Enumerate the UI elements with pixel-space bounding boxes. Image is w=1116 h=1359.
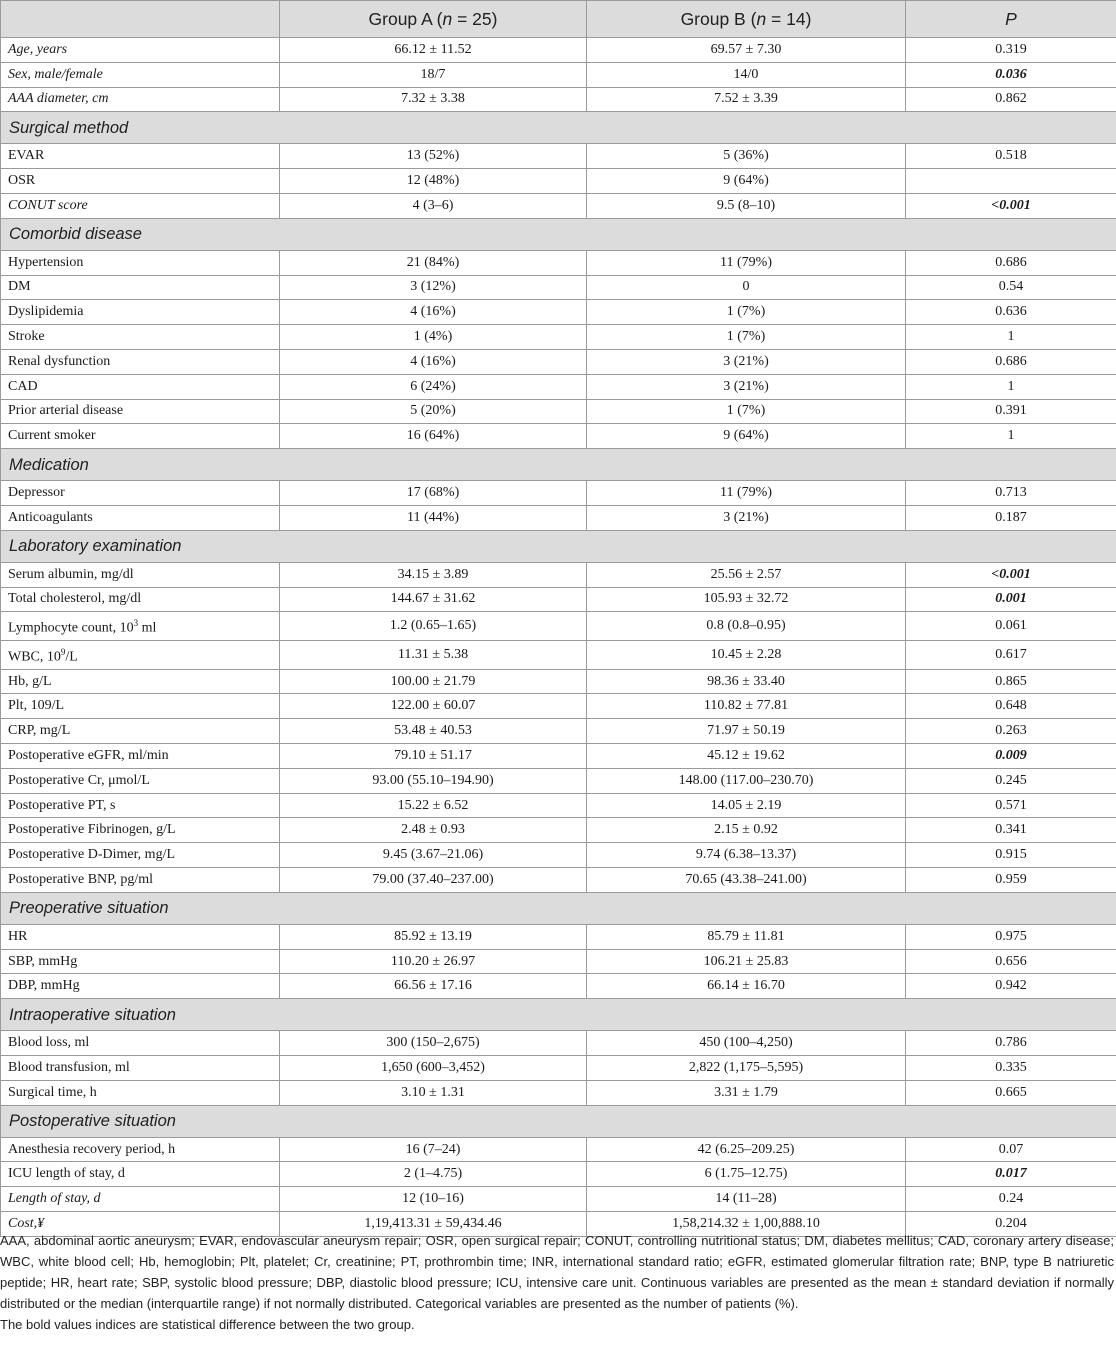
- p-value: 0.648: [906, 694, 1116, 719]
- group-b-value: 14.05 ± 2.19: [587, 793, 906, 818]
- group-b-value: 105.93 ± 32.72: [587, 587, 906, 612]
- table-row: [1, 818, 1116, 843]
- group-a-value: 3 (12%): [280, 275, 587, 300]
- row-label: ICU length of stay, d: [1, 1162, 280, 1187]
- row-label: Sex, male/female: [1, 62, 280, 87]
- group-a-value: 93.00 (55.10–194.90): [280, 768, 587, 793]
- table-row: [1, 144, 1116, 169]
- p-value: 0.865: [906, 669, 1116, 694]
- table-row: [1, 300, 1116, 325]
- footnote-bold-note: The bold values indices are statistical difference between the two group.: [0, 1317, 415, 1332]
- table-row: [1, 424, 1116, 449]
- group-a-value: 6 (24%): [280, 374, 587, 399]
- group-b-value: 1 (7%): [587, 300, 906, 325]
- group-a-value: 4 (16%): [280, 300, 587, 325]
- header-p-value: P: [906, 1, 1116, 38]
- header-group-a: [280, 1, 587, 38]
- group-b-value: 3 (21%): [587, 374, 906, 399]
- table-row: [1, 275, 1116, 300]
- table-row: [1, 843, 1116, 868]
- table-row: [1, 669, 1116, 694]
- group-b-value: 6 (1.75–12.75): [587, 1162, 906, 1187]
- table-row: [1, 719, 1116, 744]
- group-b-value: 3.31 ± 1.79: [587, 1080, 906, 1105]
- table-row: [1, 349, 1116, 374]
- row-label: Cost,¥: [1, 1212, 280, 1237]
- p-value: 0.862: [906, 87, 1116, 112]
- row-label: Dyslipidemia: [1, 300, 280, 325]
- p-value: 0.636: [906, 300, 1116, 325]
- table-row: [1, 924, 1116, 949]
- table-row: [1, 641, 1116, 670]
- row-label: CAD: [1, 374, 280, 399]
- p-value: 1: [906, 424, 1116, 449]
- group-b-value: 9.74 (6.38–13.37): [587, 843, 906, 868]
- group-b-value: 25.56 ± 2.57: [587, 562, 906, 587]
- table-row: [1, 325, 1116, 350]
- header-empty-cell: [1, 1, 280, 38]
- row-label: Prior arterial disease: [1, 399, 280, 424]
- section-title: Surgical method: [1, 112, 1116, 144]
- group-a-value: 1,650 (600–3,452): [280, 1056, 587, 1081]
- group-a-value: 122.00 ± 60.07: [280, 694, 587, 719]
- table-row: [1, 587, 1116, 612]
- row-label: Anesthesia recovery period, h: [1, 1137, 280, 1162]
- row-label: Postoperative D-Dimer, mg/L: [1, 843, 280, 868]
- table-row: [1, 949, 1116, 974]
- table-row: [1, 1187, 1116, 1212]
- row-label: Depressor: [1, 481, 280, 506]
- group-b-value: 42 (6.25–209.25): [587, 1137, 906, 1162]
- section-header-row: [1, 999, 1116, 1031]
- group-b-value: 9.5 (8–10): [587, 193, 906, 218]
- row-label: Postoperative Fibrinogen, g/L: [1, 818, 280, 843]
- p-value: 0.187: [906, 505, 1116, 530]
- table-row: [1, 38, 1116, 63]
- section-header-row: [1, 449, 1116, 481]
- p-value: 0.617: [906, 641, 1116, 670]
- group-a-n: n: [442, 9, 453, 29]
- group-b-value: 45.12 ± 19.62: [587, 744, 906, 769]
- group-b-value: 1,58,214.32 ± 1,00,888.10: [587, 1212, 906, 1237]
- group-b-suffix: = 14): [766, 9, 812, 29]
- group-a-suffix: = 25): [452, 9, 498, 29]
- group-a-value: 79.00 (37.40–237.00): [280, 868, 587, 893]
- row-label: [1, 641, 280, 670]
- row-label: Blood transfusion, ml: [1, 1056, 280, 1081]
- group-b-value: 5 (36%): [587, 144, 906, 169]
- table-row: [1, 974, 1116, 999]
- group-b-value: 110.82 ± 77.81: [587, 694, 906, 719]
- p-value: 0.07: [906, 1137, 1116, 1162]
- group-b-value: 14/0: [587, 62, 906, 87]
- group-a-value: 53.48 ± 40.53: [280, 719, 587, 744]
- p-value: 0.204: [906, 1212, 1116, 1237]
- header-group-b: [587, 1, 906, 38]
- p-value: 0.915: [906, 843, 1116, 868]
- row-label: [1, 612, 280, 641]
- group-a-value: 110.20 ± 26.97: [280, 949, 587, 974]
- p-value: <0.001: [906, 562, 1116, 587]
- p-value: 0.656: [906, 949, 1116, 974]
- group-a-value: 18/7: [280, 62, 587, 87]
- section-title: Intraoperative situation: [1, 999, 1116, 1031]
- row-label-unit: ml: [138, 621, 157, 636]
- group-b-value: 2.15 ± 0.92: [587, 818, 906, 843]
- group-a-value: 11.31 ± 5.38: [280, 641, 587, 670]
- table-row: [1, 793, 1116, 818]
- group-b-value: 0.8 (0.8–0.95): [587, 612, 906, 641]
- group-a-value: 144.67 ± 31.62: [280, 587, 587, 612]
- group-a-value: 3.10 ± 1.31: [280, 1080, 587, 1105]
- p-value: 0.24: [906, 1187, 1116, 1212]
- section-header-row: [1, 530, 1116, 562]
- table-row: [1, 505, 1116, 530]
- group-b-value: 7.52 ± 3.39: [587, 87, 906, 112]
- row-label: CONUT score: [1, 193, 280, 218]
- group-b-value: 14 (11–28): [587, 1187, 906, 1212]
- table-body: [1, 38, 1116, 1237]
- group-a-value: 66.12 ± 11.52: [280, 38, 587, 63]
- group-a-value: 7.32 ± 3.38: [280, 87, 587, 112]
- group-b-value: 3 (21%): [587, 349, 906, 374]
- row-label: Total cholesterol, mg/dl: [1, 587, 280, 612]
- p-value: 0.54: [906, 275, 1116, 300]
- p-value: 0.017: [906, 1162, 1116, 1187]
- section-title: Comorbid disease: [1, 218, 1116, 250]
- p-value: 1: [906, 325, 1116, 350]
- p-value: 0.263: [906, 719, 1116, 744]
- row-label-text: Lymphocyte count, 10: [8, 621, 134, 636]
- group-a-value: 21 (84%): [280, 250, 587, 275]
- table-row: [1, 744, 1116, 769]
- table-row: [1, 374, 1116, 399]
- row-label: Hb, g/L: [1, 669, 280, 694]
- table-row: [1, 87, 1116, 112]
- group-b-value: 1 (7%): [587, 399, 906, 424]
- p-value: 0.341: [906, 818, 1116, 843]
- p-value: 0.665: [906, 1080, 1116, 1105]
- section-header-row: [1, 112, 1116, 144]
- p-value: 0.686: [906, 250, 1116, 275]
- table-row: [1, 1031, 1116, 1056]
- p-value: 0.391: [906, 399, 1116, 424]
- group-a-value: 2 (1–4.75): [280, 1162, 587, 1187]
- table-row: [1, 694, 1116, 719]
- group-b-value: 9 (64%): [587, 169, 906, 194]
- p-value: [906, 169, 1116, 194]
- p-value: 1: [906, 374, 1116, 399]
- section-title: Postoperative situation: [1, 1105, 1116, 1137]
- table-row: [1, 193, 1116, 218]
- row-label: Postoperative BNP, pg/ml: [1, 868, 280, 893]
- section-header-row: [1, 1105, 1116, 1137]
- p-value: 0.518: [906, 144, 1116, 169]
- group-b-value: 71.97 ± 50.19: [587, 719, 906, 744]
- group-a-value: 11 (44%): [280, 505, 587, 530]
- table-row: [1, 1137, 1116, 1162]
- row-label: HR: [1, 924, 280, 949]
- group-b-value: 98.36 ± 33.40: [587, 669, 906, 694]
- row-label-unit: /L: [65, 649, 78, 665]
- group-a-value: 79.10 ± 51.17: [280, 744, 587, 769]
- row-label: SBP, mmHg: [1, 949, 280, 974]
- group-b-value: 0: [587, 275, 906, 300]
- row-label: Plt, 109/L: [1, 694, 280, 719]
- table-row: [1, 1162, 1116, 1187]
- group-a-prefix: Group A (: [368, 9, 443, 29]
- p-value: 0.959: [906, 868, 1116, 893]
- table-row: [1, 169, 1116, 194]
- group-a-value: 300 (150–2,675): [280, 1031, 587, 1056]
- section-header-row: [1, 892, 1116, 924]
- group-a-value: 9.45 (3.67–21.06): [280, 843, 587, 868]
- row-label: EVAR: [1, 144, 280, 169]
- group-b-value: 11 (79%): [587, 250, 906, 275]
- group-b-value: 10.45 ± 2.28: [587, 641, 906, 670]
- row-label-text: WBC, 10: [8, 649, 61, 665]
- row-label: Stroke: [1, 325, 280, 350]
- row-label: Length of stay, d: [1, 1187, 280, 1212]
- group-a-value: 13 (52%): [280, 144, 587, 169]
- group-b-value: 2,822 (1,175–5,595): [587, 1056, 906, 1081]
- table-row: [1, 62, 1116, 87]
- p-value: 0.001: [906, 587, 1116, 612]
- p-value: 0.975: [906, 924, 1116, 949]
- row-label: DBP, mmHg: [1, 974, 280, 999]
- group-a-value: 16 (7–24): [280, 1137, 587, 1162]
- group-a-value: 5 (20%): [280, 399, 587, 424]
- group-b-value: 85.79 ± 11.81: [587, 924, 906, 949]
- group-b-value: 3 (21%): [587, 505, 906, 530]
- row-label: OSR: [1, 169, 280, 194]
- table-row: [1, 399, 1116, 424]
- row-label-superscript: 3: [133, 618, 139, 629]
- row-label: Blood loss, ml: [1, 1031, 280, 1056]
- table-footnotes: [0, 1230, 1114, 1335]
- p-value: 0.036: [906, 62, 1116, 87]
- group-b-value: 9 (64%): [587, 424, 906, 449]
- group-a-value: 17 (68%): [280, 481, 587, 506]
- group-b-value: 69.57 ± 7.30: [587, 38, 906, 63]
- group-a-value: 12 (10–16): [280, 1187, 587, 1212]
- header-row: [1, 1, 1116, 38]
- p-value: 0.319: [906, 38, 1116, 63]
- group-a-value: 34.15 ± 3.89: [280, 562, 587, 587]
- row-label: Postoperative PT, s: [1, 793, 280, 818]
- p-value: <0.001: [906, 193, 1116, 218]
- row-label: Postoperative eGFR, ml/min: [1, 744, 280, 769]
- p-value: 0.942: [906, 974, 1116, 999]
- group-a-value: 1,19,413.31 ± 59,434.46: [280, 1212, 587, 1237]
- table-row: [1, 868, 1116, 893]
- row-label: Age, years: [1, 38, 280, 63]
- row-label: Serum albumin, mg/dl: [1, 562, 280, 587]
- row-label: Renal dysfunction: [1, 349, 280, 374]
- group-b-value: 450 (100–4,250): [587, 1031, 906, 1056]
- section-title: Laboratory examination: [1, 530, 1116, 562]
- group-b-value: 66.14 ± 16.70: [587, 974, 906, 999]
- group-b-value: 11 (79%): [587, 481, 906, 506]
- table-row: [1, 562, 1116, 587]
- group-a-value: 4 (3–6): [280, 193, 587, 218]
- p-value: 0.061: [906, 612, 1116, 641]
- group-a-value: 85.92 ± 13.19: [280, 924, 587, 949]
- p-value: 0.009: [906, 744, 1116, 769]
- group-b-value: 70.65 (43.38–241.00): [587, 868, 906, 893]
- p-value: 0.713: [906, 481, 1116, 506]
- group-a-value: 1.2 (0.65–1.65): [280, 612, 587, 641]
- row-label: Current smoker: [1, 424, 280, 449]
- group-a-value: 2.48 ± 0.93: [280, 818, 587, 843]
- group-b-value: 1 (7%): [587, 325, 906, 350]
- group-a-value: 15.22 ± 6.52: [280, 793, 587, 818]
- table-row: [1, 612, 1116, 641]
- table-row: [1, 481, 1116, 506]
- table-row: [1, 250, 1116, 275]
- row-label: Surgical time, h: [1, 1080, 280, 1105]
- row-label: Anticoagulants: [1, 505, 280, 530]
- section-title: Medication: [1, 449, 1116, 481]
- group-a-value: 4 (16%): [280, 349, 587, 374]
- group-a-value: 100.00 ± 21.79: [280, 669, 587, 694]
- row-label: CRP, mg/L: [1, 719, 280, 744]
- row-label-superscript: 9: [60, 647, 66, 657]
- group-b-prefix: Group B (: [680, 9, 757, 29]
- p-value: 0.686: [906, 349, 1116, 374]
- group-a-value: 66.56 ± 17.16: [280, 974, 587, 999]
- p-value: 0.786: [906, 1031, 1116, 1056]
- row-label: DM: [1, 275, 280, 300]
- table-row: [1, 768, 1116, 793]
- footnote-abbreviations: AAA, abdominal aortic aneurysm; EVAR, endovascular aneurysm repair; OSR, open surgical repair; CONUT, controlling nutritional status; DM, diabetes mellitus; CAD, coronary artery disease; WBC, white blood cell; Hb, hemoglobin; Plt, platelet; Cr, creatinine; PT, prothrombin time; INR, international standard ratio; eGFR, estimated glomerular filtration rate; BNP, type B natriuretic peptide; HR, heart rate; SBP, systolic blood pressure; DBP, diastolic blood pressure; ICU, intensive care unit. Continuous variables are presented as the mean ± standard deviation if normally distributed or the median (interquartile range) if not normally distributed. Categorical variables are presented as the number of patients (%).: [0, 1233, 1114, 1311]
- table-row: [1, 1080, 1116, 1105]
- group-b-value: 148.00 (117.00–230.70): [587, 768, 906, 793]
- row-label: AAA diameter, cm: [1, 87, 280, 112]
- row-label: Postoperative Cr, μmol/L: [1, 768, 280, 793]
- p-value: 0.571: [906, 793, 1116, 818]
- group-a-value: 16 (64%): [280, 424, 587, 449]
- p-value: 0.245: [906, 768, 1116, 793]
- p-value: 0.335: [906, 1056, 1116, 1081]
- table-row: [1, 1056, 1116, 1081]
- group-b-n: n: [756, 9, 767, 29]
- section-header-row: [1, 218, 1116, 250]
- group-a-value: 1 (4%): [280, 325, 587, 350]
- row-label: Hypertension: [1, 250, 280, 275]
- group-b-value: 106.21 ± 25.83: [587, 949, 906, 974]
- group-a-value: 12 (48%): [280, 169, 587, 194]
- section-title: Preoperative situation: [1, 892, 1116, 924]
